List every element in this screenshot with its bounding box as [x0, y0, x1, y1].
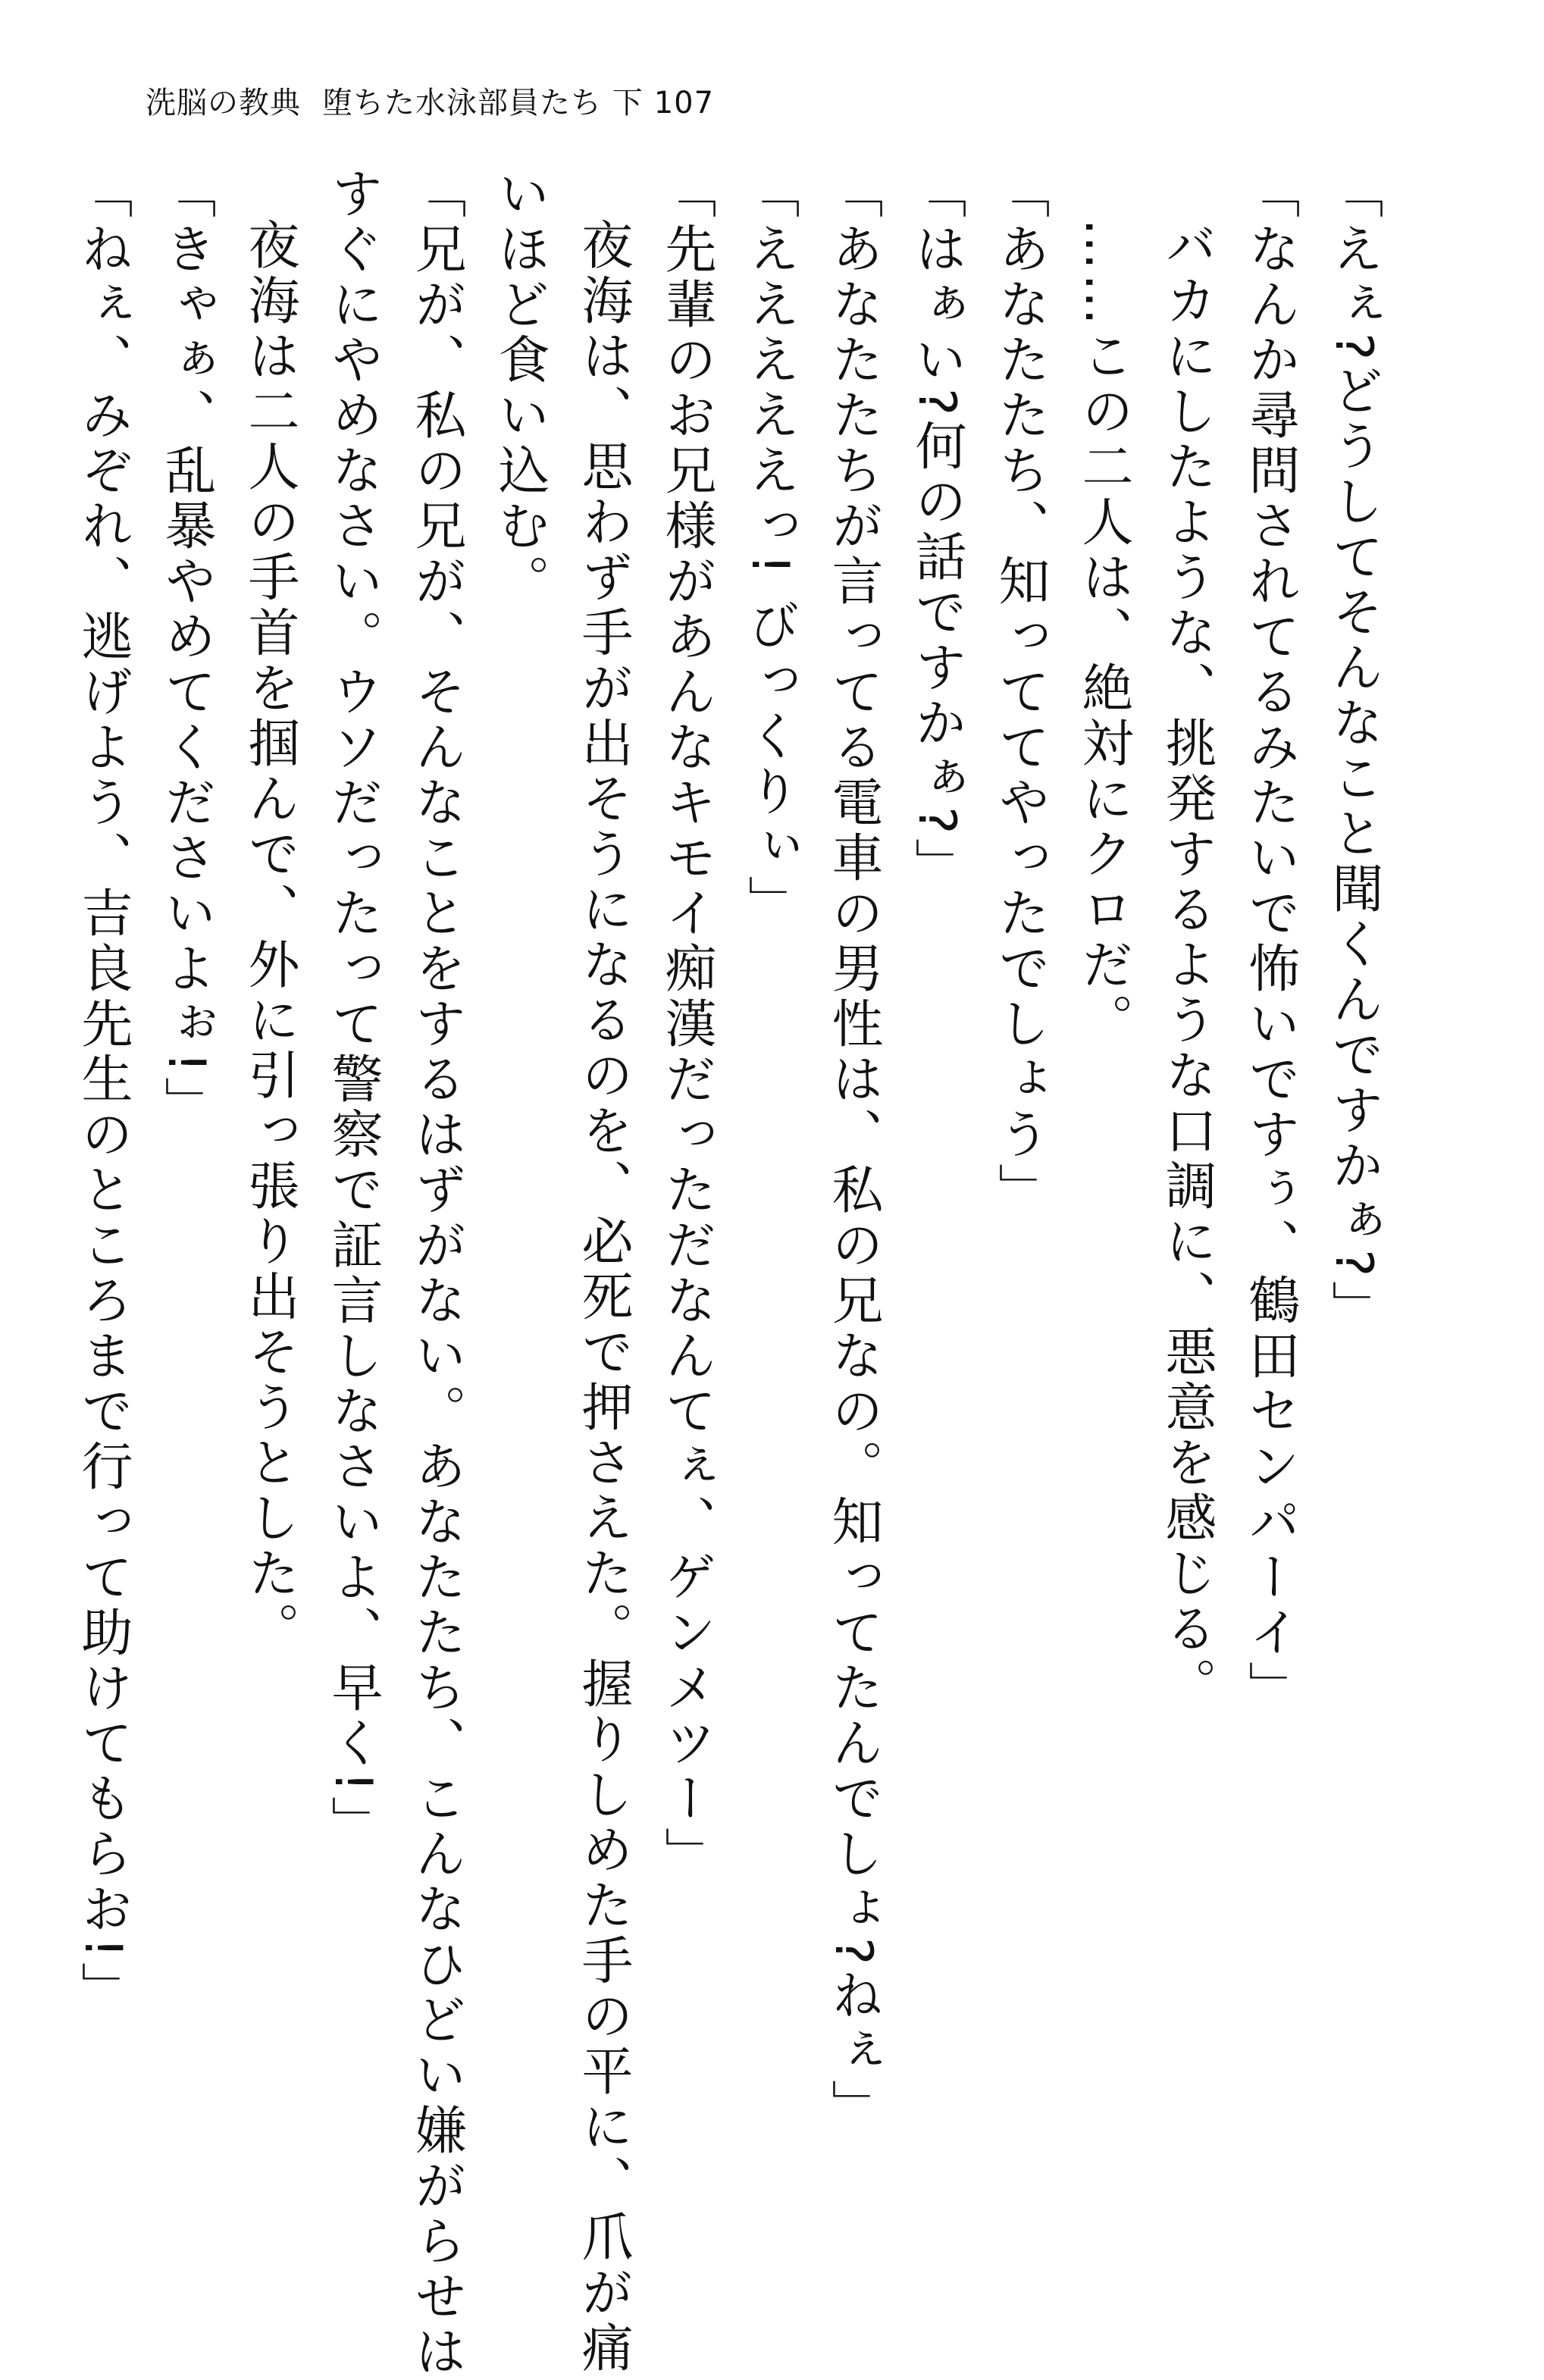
text-line: 「ねぇ、みぞれ、逃げよう、吉良先生のところまで行って助けてもらお!」 — [73, 167, 133, 2018]
text-line: ……この二人は、絶対にクロだ。 — [1073, 218, 1133, 1048]
text-line: 夜海は、思わず手が出そうになるのを、必死で押さえた。握りしめた手の平に、爪が痛 — [573, 218, 633, 2376]
text-line: いほど食い込む。 — [490, 167, 550, 609]
text-line: 「えぇ?どうしてそんなこと聞くんですかぁ?」 — [1323, 167, 1383, 1336]
page-number: 107 — [653, 86, 715, 121]
text-line: 「はぁい?何の話ですかぁ?」 — [907, 167, 966, 894]
text-line: 「なんか尋問されてるみたいで怖いですぅ、鶴田センパーイ」 — [1240, 167, 1300, 1716]
text-line: バカにしたような、挑発するような口調に、悪意を感じる。 — [1157, 218, 1217, 1712]
text-line: 「あなたたち、知っててやったでしょう」 — [990, 167, 1050, 1218]
text-line: 「きゃぁ、乱暴やめてくださいよぉ!」 — [156, 167, 216, 1132]
text-line: すぐにやめなさい。ウソだったって警察で証言しなさいよ、早く!」 — [323, 167, 383, 1852]
novel-text-body — [73, 167, 1395, 2380]
text-line: 「あなたたちが言ってる電車の男性は、私の兄なの。知ってたんでしょ?ねぇ」 — [823, 167, 883, 2135]
running-header — [146, 86, 715, 121]
text-line: 夜海は二人の手首を掴んで、外に引っ張り出そうとした。 — [240, 218, 299, 1657]
text-line: 「先輩のお兄様があんなキモイ痴漢だっただなんてぇ、ゲンメツー」 — [656, 167, 716, 1882]
text-line: 「兄が、私の兄が、そんなことをするはずがない。あなたたち、こんなひどい嫌がらせは — [406, 167, 466, 2380]
book-subtitle: 堕ちた水泳部員たち 下 — [322, 86, 644, 121]
book-title: 洗脳の教典 — [146, 86, 301, 121]
text-line: 「えええええっ! びっくりぃ」 — [740, 167, 800, 931]
